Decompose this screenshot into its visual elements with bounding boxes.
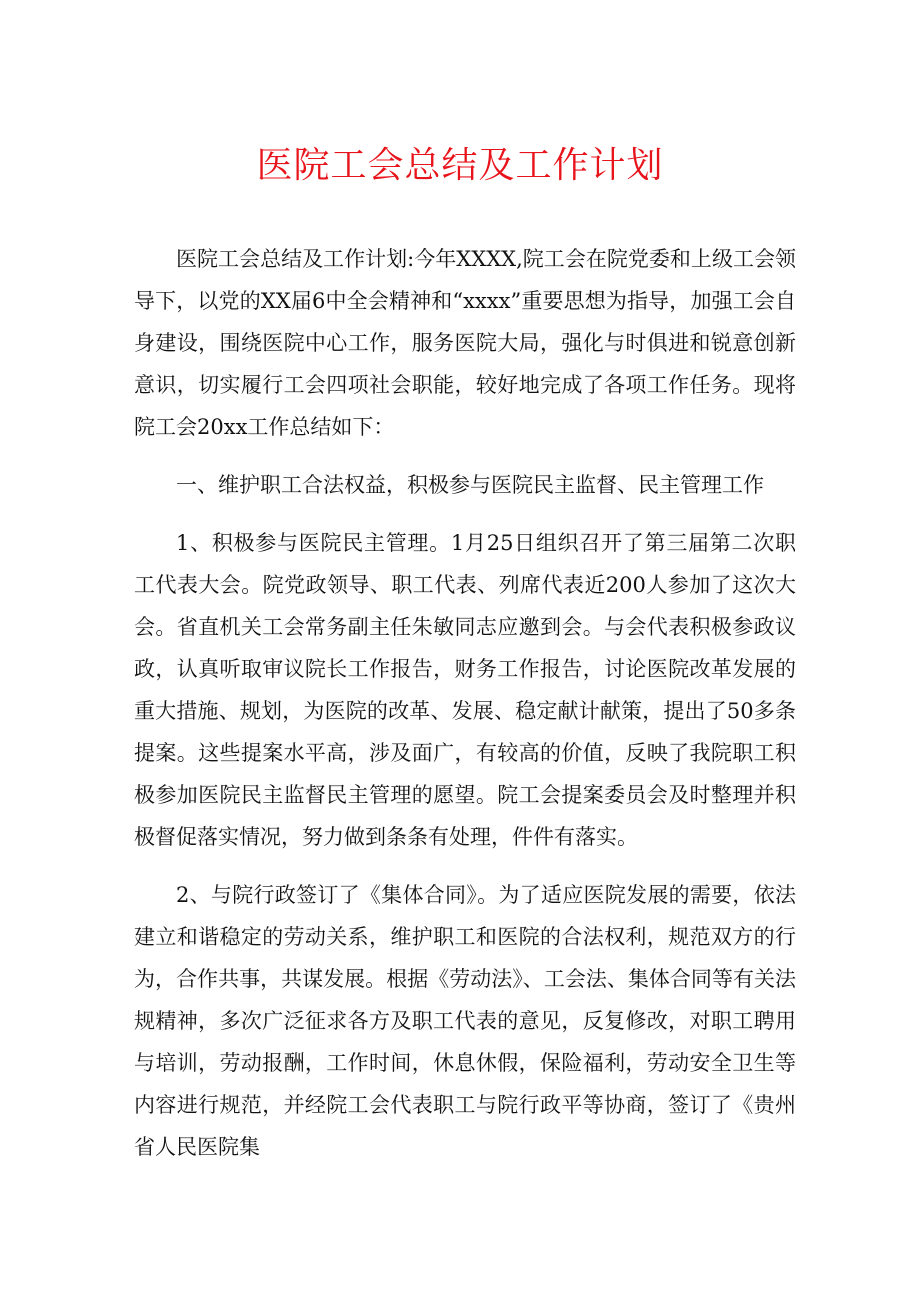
paragraph-item-2: 2、与院行政签订了《集体合同》。为了适应医院发展的需要，依法建立和谐稳定的劳动关系，维护职工和医院的合法权利，规范双方的行为，合作共事，共谋发展。根据《劳动法》、工会法、集体合同等有关法规精神，多次广泛征求各方及职工代表的意见，反复修改，对职工聘用与培训，劳动报酬，工作时间，休息休假，保险福利，劳动安全卫生等内容进行规范，并经院工会代表职工与院行政平等协商，签订了《贵州省人民医院集 bbox=[134, 883, 796, 1159]
document-body bbox=[134, 238, 796, 1184]
document-title: 医院工会总结及工作计划 bbox=[256, 145, 664, 186]
section-heading-1: 一、维护职工合法权益，积极参与医院民主监督、民主管理工作 bbox=[176, 473, 764, 497]
paragraph-intro: 医院工会总结及工作计划:今年XXXX,院工会在院党委和上级工会领导下，以党的XX届6中全会精神和“xxxx”重要思想为指导，加强工会自身建设，围绕医院中心工作，服务医院大局，强化与时俱进和锐意创新意识，切实履行工会四项社会职能，较好地完成了各项工作任务。现将院工会20xx工作总结如下： bbox=[134, 247, 796, 439]
paragraph-item-1: 1、积极参与医院民主管理。1月25日组织召开了第三届第二次职工代表大会。院党政领导、职工代表、列席代表近200人参加了这次大会。省直机关工会常务副主任朱敏同志应邀到会。与会代表积极参政议政，认真听取审议院长工作报告，财务工作报告，讨论医院改革发展的重大措施、规划，为医院的改革、发展、稳定献计献策，提出了50多条提案。这些提案水平高，涉及面广，有较高的价值，反映了我院职工积极参加医院民主监督民主管理的愿望。院工会提案委员会及时整理并积极督促落实情况，努力做到条条有处理，件件有落实。 bbox=[134, 531, 796, 849]
